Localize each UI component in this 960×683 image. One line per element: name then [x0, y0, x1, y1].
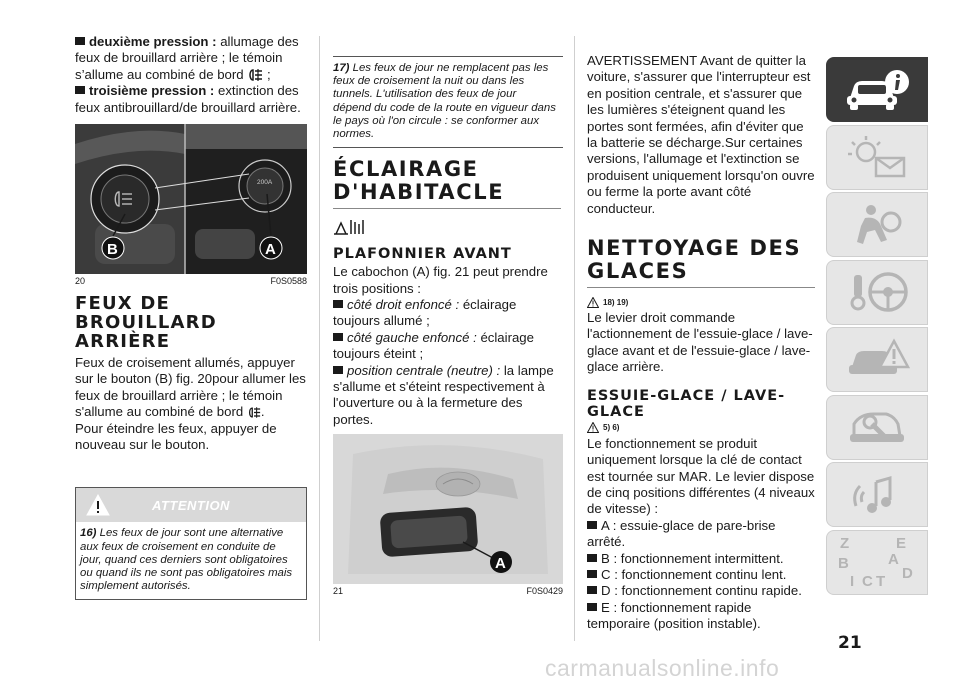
option-label: côté gauche enfoncé : — [347, 329, 477, 345]
column-left — [75, 34, 307, 600]
position-text: A : essuie-glace de pare-brise arrêté. — [587, 517, 776, 550]
index-letter-d: D — [902, 565, 913, 582]
control-knob-label: 200A — [257, 179, 273, 187]
alphabet-index-icon — [832, 534, 922, 590]
bullet-square-icon — [75, 37, 85, 45]
figure-code: F0S0429 — [526, 586, 563, 597]
car-info-icon — [842, 68, 912, 112]
note-number: 17) — [333, 62, 350, 74]
bullet-square-icon — [333, 300, 343, 308]
note-text: Les feux de jour sont une alternative aux feux de croisement en conduite de jour, quand ces derniers sont obligatoires ou quand ils ne sont pas obligatoires mais simplement autorisés. — [80, 527, 293, 593]
index-letter-a: A — [888, 551, 899, 568]
figure-20-caption — [75, 276, 307, 286]
interior-light-icon — [333, 217, 365, 237]
multimedia-icon — [842, 472, 912, 518]
dashboard-lights-icon — [842, 134, 912, 180]
item-label: troisième pression : — [89, 83, 215, 99]
heading-plafonnier-avant: PLAFONNIER AVANT — [333, 246, 512, 263]
list-item — [587, 551, 817, 567]
tab-wrench-service[interactable] — [826, 395, 928, 460]
position-text: E : fonctionnement rapide temporaire (position instable). — [587, 599, 761, 632]
note-text: Les feux de jour ne remplacent pas les feux de croisement la nuit ou dans les tunnels. L'utilisation des feux de jour dépend du code de la route en vigueur dans le pays où l'on circule : se conformer aux normes. — [333, 62, 556, 141]
warning-triangle-icon — [86, 494, 110, 516]
essuie-paragraph: Le fonctionnement se produit uniquement lorsque la clé de contact est tournée sur MAR. Le levier dispose de cinq positions différentes (4 niveaux de vitesse) : — [587, 435, 815, 517]
tab-multimedia[interactable] — [826, 462, 928, 527]
column-divider-right — [574, 36, 575, 641]
avertissement-paragraph: AVERTISSEMENT Avant de quitter la voiture, s'assurer que l'interrupteur est en position centrale, et s'assurer que les lumières s'éteignent quand les portes sont fermées, afin d'éviter que la batterie se décharge.Sur certaines versions, l'allumage et l'extinction se produisent uniquement lorsqu'on ouvre ou ferme la porte avant côté conducteur. — [587, 53, 815, 216]
chapter-tabs — [826, 57, 928, 597]
position-text: C : fonctionnement continu lent. — [601, 566, 787, 582]
feux-paragraph-2: Pour éteindre les feux, appuyer de nouveau sur le bouton. — [75, 420, 277, 453]
option-text: éclairage toujours éteint ; — [333, 329, 534, 362]
heading-feux-brouillard: FEUX DE BROUILLARD ARRIÈRE — [75, 293, 217, 353]
airbag-safety-icon — [847, 202, 907, 248]
note-16 — [76, 522, 306, 599]
figure-callout-a: A — [265, 241, 276, 259]
attention-title: ATTENTION — [152, 497, 230, 513]
bullet-square-icon — [587, 521, 597, 529]
figure-21 — [333, 434, 563, 584]
position-text: D : fonctionnement continu rapide. — [601, 583, 802, 599]
option-text: la lampe s'allume et s'éteint respectivement à l'ouverture ou à la fermeture des portes. — [333, 362, 554, 427]
index-letter-i: I — [850, 573, 855, 590]
tab-steering-start[interactable] — [826, 260, 928, 325]
option-label: côté droit enfoncé : — [347, 297, 460, 313]
item-text: extinction des feux antibrouillard/de brouillard arrière. — [75, 83, 301, 115]
tab-car-warning[interactable] — [826, 327, 928, 392]
bullet-square-icon — [587, 603, 597, 611]
heading-nettoyage-glaces: NETTOYAGE DES GLACES — [587, 237, 815, 288]
feux-paragraph-1 — [75, 355, 307, 421]
tab-alphabet-index[interactable] — [826, 530, 928, 595]
figure-callout-b: B — [107, 241, 118, 259]
figure-number: 20 — [75, 276, 86, 287]
index-letter-e: E — [896, 535, 907, 552]
caution-triangle-icon — [587, 422, 599, 433]
rear-fog-lamp-icon — [247, 68, 263, 82]
steering-wheel-start-icon — [842, 269, 912, 315]
tab-airbag-safety[interactable] — [826, 192, 928, 257]
tab-car-info[interactable] — [826, 57, 928, 122]
tab-dashboard-lights[interactable] — [826, 125, 928, 190]
option-cote-gauche — [333, 330, 563, 363]
bullet-square-icon — [333, 333, 343, 341]
item-text: allumage des feux de brouillard arrière ; le témoin s’allume au combiné de bord — [75, 34, 299, 82]
bullet-square-icon — [587, 570, 597, 578]
essuie-refs — [587, 420, 817, 436]
watermark: carmanualsonline.info — [545, 655, 780, 681]
warning-triangle-icon — [587, 297, 599, 308]
figure-21-caption — [333, 586, 563, 596]
bullet-troisieme-pression — [75, 83, 307, 116]
item-end: ; — [263, 66, 271, 82]
index-letter-b: B — [838, 555, 849, 572]
list-item — [587, 567, 817, 583]
bullet-square-icon — [587, 586, 597, 594]
paragraph-end: . — [260, 404, 265, 420]
note-number: 16) — [80, 527, 97, 540]
figure-21-image — [333, 434, 563, 584]
car-warning-icon — [842, 337, 912, 383]
list-item — [587, 600, 817, 633]
column-divider-left — [319, 36, 320, 641]
nettoyage-refs — [587, 294, 817, 310]
nettoyage-paragraph: Le levier droit commande l'actionnement de l'essuie-glace / lave-glace avant et de l'essuie-glace / lave-glace arrière. — [587, 310, 813, 375]
figure-number: 21 — [333, 586, 344, 597]
list-item — [587, 518, 817, 551]
list-item — [587, 583, 817, 599]
bullet-square-icon — [75, 86, 85, 94]
heading-essuie-glace: ESSUIE-GLACE / LAVE-GLACE — [587, 387, 786, 420]
figure-20-image — [75, 124, 307, 274]
option-label: position centrale (neutre) : — [347, 362, 501, 378]
page-number: 21 — [838, 633, 862, 653]
heading-eclairage-habitacle: ÉCLAIRAGE D'HABITACLE — [333, 158, 561, 209]
bullet-square-icon — [587, 554, 597, 562]
item-label: deuxième pression : — [89, 34, 217, 49]
attention-header — [76, 488, 306, 522]
index-letter-z: Z — [840, 535, 850, 552]
index-letter-t: T — [876, 573, 886, 590]
note-17 — [333, 57, 563, 147]
figure-20 — [75, 124, 307, 274]
bullet-deuxieme-pression — [75, 34, 307, 83]
figure-code: F0S0588 — [270, 276, 307, 287]
paragraph-text: Feux de croisement allumés, appuyer sur le bouton (B) fig. 20pour allumer les feux de brouillard arrière ; le témoin s'allume au combiné de bord — [75, 355, 306, 420]
note-references: 5) 6) — [603, 423, 620, 433]
plafonnier-intro: Le cabochon (A) fig. 21 peut prendre trois positions : — [333, 264, 548, 296]
figure-callout-a: A — [495, 555, 506, 573]
index-letter-c: C — [862, 573, 873, 590]
note-references: 18) 19) — [603, 297, 629, 307]
wrench-service-icon — [842, 404, 912, 450]
rear-fog-lamp-icon — [247, 406, 261, 419]
option-cote-droit — [333, 297, 563, 330]
bullet-square-icon — [333, 366, 343, 374]
position-text: B : fonctionnement intermittent. — [601, 550, 784, 566]
option-text: éclairage toujours allumé ; — [333, 297, 517, 329]
attention-box — [75, 487, 307, 600]
column-right — [587, 53, 817, 633]
column-middle — [333, 56, 563, 604]
note-17-box — [333, 56, 563, 148]
option-position-centrale — [333, 363, 563, 429]
